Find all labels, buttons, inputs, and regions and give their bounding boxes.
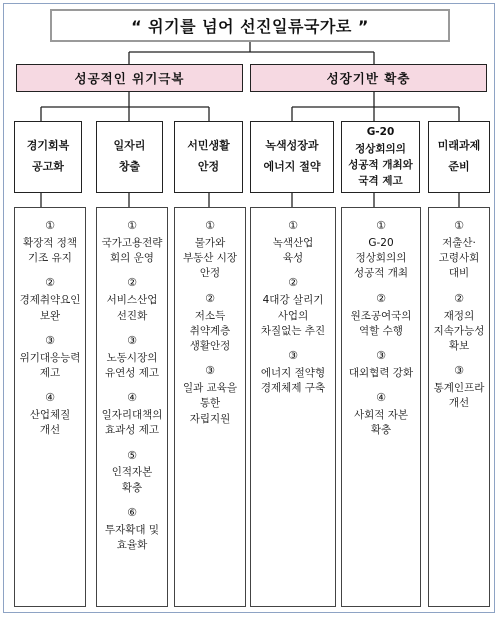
item-number: ③ <box>376 348 386 362</box>
item-number: ① <box>127 219 137 232</box>
item-number: ① <box>454 219 464 232</box>
item-number: ① <box>45 219 55 232</box>
list-item <box>342 291 420 339</box>
list-item <box>97 218 167 266</box>
item-text: 사회적 자본 확충 <box>353 409 409 437</box>
item-number: ② <box>288 276 298 290</box>
list-item <box>97 390 167 438</box>
list-item <box>429 218 489 282</box>
item-text: 투자확대 및 효율화 <box>104 523 160 552</box>
items-job-creation <box>96 207 168 607</box>
list-item <box>97 505 167 553</box>
item-text: 국가고용전략 회의 운영 <box>101 236 163 265</box>
list-item <box>15 218 85 266</box>
item-number: ⑥ <box>127 505 137 519</box>
item-text: 서비스산업 선진화 <box>106 294 158 322</box>
list-item <box>15 390 85 438</box>
item-text: 대외협력 강화 <box>348 366 414 379</box>
list-item <box>15 275 85 323</box>
item-number: ④ <box>127 391 137 405</box>
item-text: 4대강 살리기 사업의 차질없는 추진 <box>260 294 326 337</box>
item-text: 녹색산업 육성 <box>272 236 314 265</box>
list-item <box>342 348 420 381</box>
list-item <box>342 390 420 438</box>
items-future-tasks <box>428 207 490 607</box>
category-future-tasks: 미래과제 준비 <box>428 121 490 193</box>
item-text: 물가와 부동산 시장 안정 <box>182 236 238 280</box>
item-text: 위기대응능력 제고 <box>19 351 81 379</box>
item-text: 산업체질 개선 <box>29 409 71 437</box>
item-text: 인적자본 확충 <box>111 466 153 494</box>
item-text: 에너지 절약형 경제체제 구축 <box>260 366 326 395</box>
item-number: ② <box>454 291 464 305</box>
item-text: 재정의 지속가능성 확보 <box>433 309 485 352</box>
item-number: ③ <box>454 364 464 378</box>
list-item <box>97 333 167 381</box>
items-livelihood-stability <box>174 207 246 607</box>
item-text: 저출산· 고령사회 대비 <box>438 236 480 280</box>
list-item <box>175 291 245 355</box>
item-text: 원조공여국의 역할 수행 <box>350 309 412 337</box>
category-job-creation: 일자리 창출 <box>96 121 163 193</box>
item-number: ③ <box>288 348 298 362</box>
list-item <box>251 275 335 339</box>
item-text: 확장적 정책 기조 유지 <box>22 236 78 265</box>
items-economic-recovery <box>14 207 86 607</box>
item-number: ② <box>205 291 215 305</box>
item-number: ① <box>376 219 386 232</box>
category-green-growth: 녹색성장과 에너지 절약 <box>250 121 334 193</box>
item-number: ④ <box>45 391 55 405</box>
category-g20-summit: G-20 정상회의의 성공적 개최와 국격 제고 <box>341 121 420 193</box>
item-text: 일과 교육을 통한 자립지원 <box>182 382 238 425</box>
list-item <box>251 348 335 396</box>
item-text: 통계인프라 개선 <box>433 382 485 410</box>
item-number: ① <box>288 219 298 232</box>
list-item <box>342 218 420 282</box>
list-item <box>97 275 167 323</box>
item-number: ⑤ <box>127 448 137 462</box>
item-number: ③ <box>45 333 55 347</box>
category-livelihood-stability: 서민생활 안정 <box>174 121 243 193</box>
diagram-title: “ 위기를 넘어 선진일류국가로 ” <box>50 9 450 42</box>
items-green-growth <box>250 207 336 607</box>
item-number: ② <box>127 276 137 290</box>
list-item <box>429 363 489 411</box>
item-number: ② <box>45 276 55 290</box>
item-number: ① <box>205 219 215 232</box>
list-item <box>251 218 335 266</box>
list-item <box>15 333 85 381</box>
item-number: ④ <box>376 391 386 405</box>
item-text: G-20 정상회의의 성공적 개최 <box>353 236 409 280</box>
list-item <box>97 448 167 496</box>
category-economic-recovery: 경기회복 공고화 <box>14 121 82 193</box>
item-text: 일자리대책의 효과성 제고 <box>101 409 163 437</box>
items-g20-summit <box>341 207 421 607</box>
item-number: ③ <box>205 364 215 378</box>
item-text: 노동시장의 유연성 제고 <box>104 351 160 379</box>
list-item <box>175 363 245 427</box>
item-text: 경제취약요인 보완 <box>19 294 81 322</box>
list-item <box>429 291 489 355</box>
branch-crisis-overcoming: 성공적인 위기극복 <box>16 64 243 92</box>
item-text: 저소득 취약계층 생활안정 <box>189 309 231 352</box>
list-item <box>175 218 245 282</box>
item-number: ② <box>376 291 386 305</box>
branch-growth-foundation: 성장기반 확충 <box>250 64 487 92</box>
item-number: ③ <box>127 333 137 347</box>
